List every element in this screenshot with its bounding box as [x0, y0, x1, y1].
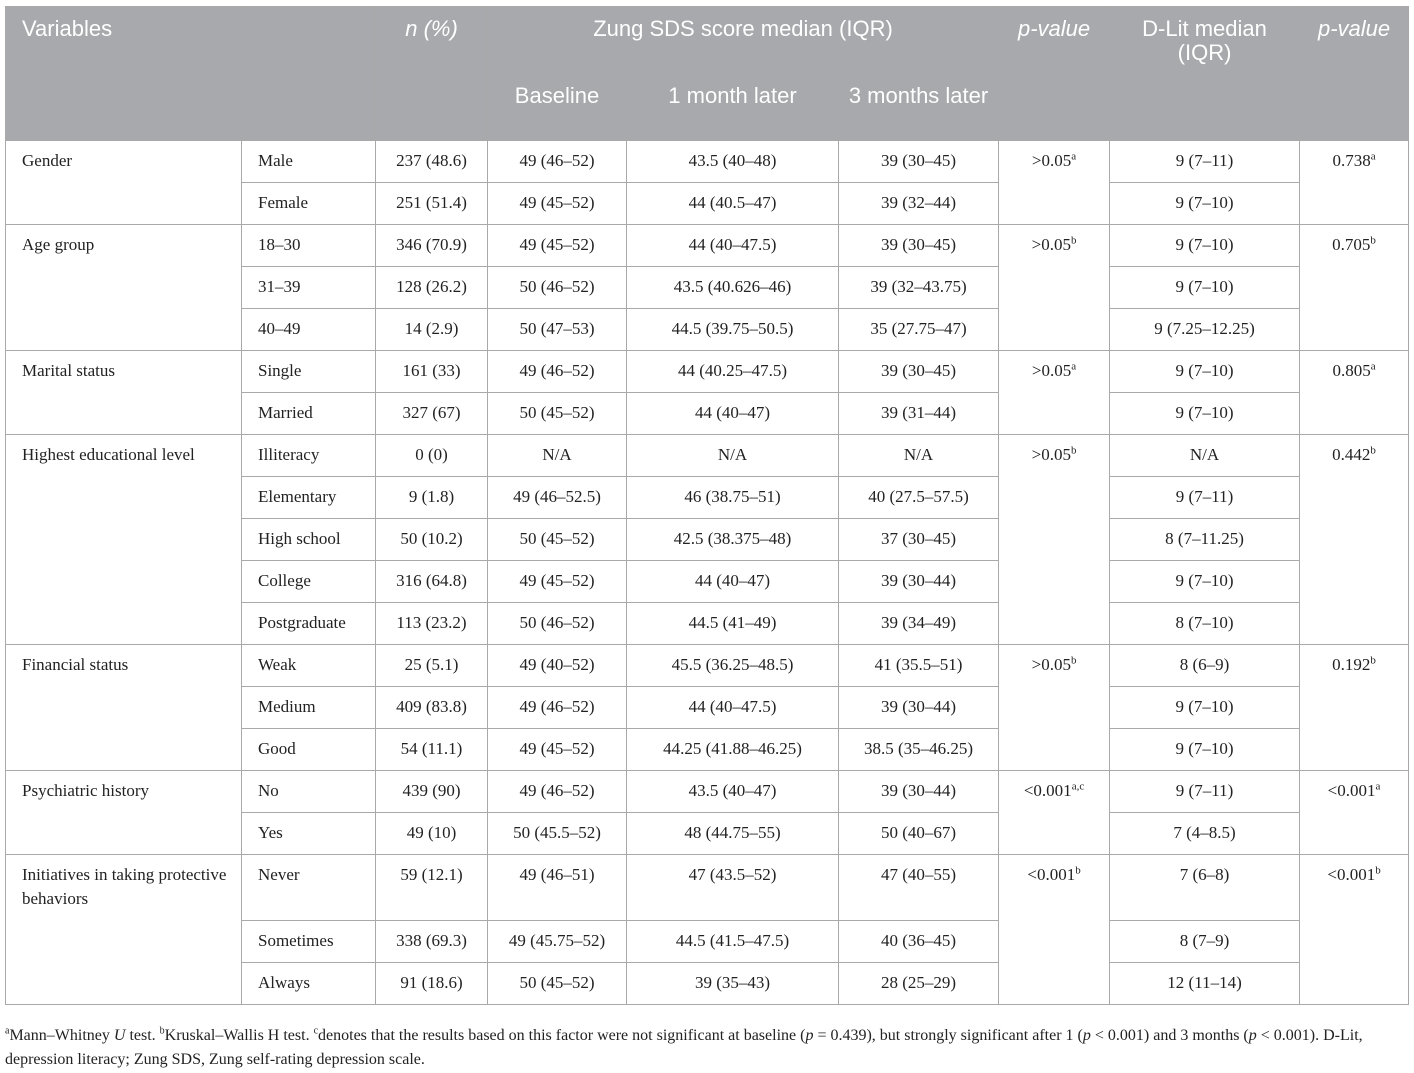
month1-cell: 45.5 (36.25–48.5): [627, 645, 839, 687]
baseline-cell: 49 (46–52): [488, 141, 627, 183]
category-cell: 31–39: [242, 267, 376, 309]
variable-cell: Age group: [6, 225, 242, 351]
n-pct-cell: 128 (26.2): [376, 267, 488, 309]
baseline-cell: 49 (45–52): [488, 183, 627, 225]
dlit-cell: 7 (6–8): [1110, 855, 1300, 921]
header-n-pct: n (%): [376, 7, 488, 141]
category-cell: Female: [242, 183, 376, 225]
header-pvalue-2: p-value: [1300, 7, 1409, 141]
header-baseline: Baseline: [488, 74, 627, 141]
category-cell: Medium: [242, 687, 376, 729]
month1-cell: 44.5 (41–49): [627, 603, 839, 645]
baseline-cell: 50 (45–52): [488, 519, 627, 561]
zung-pvalue-cell: >0.05$^b$: [999, 435, 1110, 645]
month3-cell: 40 (27.5–57.5): [839, 477, 999, 519]
month3-cell: 39 (30–44): [839, 561, 999, 603]
month1-cell: N/A: [627, 435, 839, 477]
dlit-cell: 9 (7–11): [1110, 141, 1300, 183]
n-pct-cell: 316 (64.8): [376, 561, 488, 603]
n-pct-cell: 237 (48.6): [376, 141, 488, 183]
n-pct-cell: 327 (67): [376, 393, 488, 435]
dlit-cell: 9 (7–10): [1110, 729, 1300, 771]
dlit-cell: N/A: [1110, 435, 1300, 477]
n-pct-cell: 346 (70.9): [376, 225, 488, 267]
dlit-cell: 12 (11–14): [1110, 963, 1300, 1005]
month3-cell: 37 (30–45): [839, 519, 999, 561]
dlit-cell: 8 (6–9): [1110, 645, 1300, 687]
header-3-months: 3 months later: [839, 74, 999, 141]
variable-cell: Gender: [6, 141, 242, 225]
n-pct-cell: 251 (51.4): [376, 183, 488, 225]
category-cell: Single: [242, 351, 376, 393]
baseline-cell: 49 (46–52): [488, 351, 627, 393]
category-cell: Elementary: [242, 477, 376, 519]
month3-cell: 39 (34–49): [839, 603, 999, 645]
month1-cell: 47 (43.5–52): [627, 855, 839, 921]
baseline-cell: 50 (45.5–52): [488, 813, 627, 855]
month1-cell: 44 (40–47): [627, 561, 839, 603]
table-header: [6, 7, 1409, 141]
table-row: [6, 141, 1409, 183]
n-pct-cell: 49 (10): [376, 813, 488, 855]
n-pct-cell: 91 (18.6): [376, 963, 488, 1005]
category-cell: Yes: [242, 813, 376, 855]
baseline-cell: N/A: [488, 435, 627, 477]
dlit-cell: 9 (7–10): [1110, 687, 1300, 729]
baseline-cell: 50 (46–52): [488, 603, 627, 645]
month1-cell: 44 (40–47.5): [627, 687, 839, 729]
month3-cell: 39 (30–45): [839, 141, 999, 183]
month1-cell: 44 (40.5–47): [627, 183, 839, 225]
zung-pvalue-cell: $<0.001^{a,c}$: [999, 771, 1110, 855]
month3-cell: 39 (30–44): [839, 687, 999, 729]
header-1-month: 1 month later: [627, 74, 839, 141]
n-pct-cell: 50 (10.2): [376, 519, 488, 561]
month1-cell: 44 (40.25–47.5): [627, 351, 839, 393]
n-pct-cell: 409 (83.8): [376, 687, 488, 729]
dlit-cell: 9 (7–11): [1110, 477, 1300, 519]
n-pct-cell: 59 (12.1): [376, 855, 488, 921]
month3-cell: 35 (27.75–47): [839, 309, 999, 351]
variable-cell: Highest educational level: [6, 435, 242, 645]
month1-cell: 44.5 (41.5–47.5): [627, 921, 839, 963]
zung-pvalue-cell: >0.05$^b$: [999, 225, 1110, 351]
category-cell: Married: [242, 393, 376, 435]
category-cell: High school: [242, 519, 376, 561]
baseline-cell: 49 (45–52): [488, 729, 627, 771]
dlit-pvalue-cell: 0.442$^b$: [1300, 435, 1409, 645]
table-body: [6, 141, 1409, 1005]
dlit-cell: 9 (7–11): [1110, 771, 1300, 813]
month3-cell: 40 (36–45): [839, 921, 999, 963]
month3-cell: 39 (30–44): [839, 771, 999, 813]
category-cell: College: [242, 561, 376, 603]
n-pct-cell: 54 (11.1): [376, 729, 488, 771]
table-footnote: $^a$Mann–Whitney U test. $^b$Kruskal–Wallis H test. $^c$denotes that the results based on this factor were not significant at baseline (p = 0.439), but strongly significant after 1 (p < 0.001) and 3 months (p < 0.001). D-Lit, depression literacy; Zung SDS, Zung self-rating depression scale.: [5, 1025, 1363, 1068]
zung-pvalue-cell: >0.05$^a$: [999, 141, 1110, 225]
category-cell: Male: [242, 141, 376, 183]
month1-cell: 46 (38.75–51): [627, 477, 839, 519]
dlit-cell: 8 (7–9): [1110, 921, 1300, 963]
dlit-cell: 8 (7–11.25): [1110, 519, 1300, 561]
n-pct-cell: 25 (5.1): [376, 645, 488, 687]
n-pct-cell: 439 (90): [376, 771, 488, 813]
category-cell: Illiteracy: [242, 435, 376, 477]
month3-cell: 47 (40–55): [839, 855, 999, 921]
category-cell: Sometimes: [242, 921, 376, 963]
header-variables: Variables: [6, 7, 242, 141]
dlit-cell: 9 (7–10): [1110, 183, 1300, 225]
baseline-cell: 50 (47–53): [488, 309, 627, 351]
dlit-pvalue-cell: <0.001$^b$: [1300, 855, 1409, 1005]
dlit-cell: 9 (7–10): [1110, 561, 1300, 603]
category-cell: 40–49: [242, 309, 376, 351]
data-table: [5, 6, 1409, 1005]
variable-cell: Marital status: [6, 351, 242, 435]
dlit-cell: 8 (7–10): [1110, 603, 1300, 645]
header-dlit: D-Lit median (IQR): [1110, 7, 1300, 141]
baseline-cell: 50 (46–52): [488, 267, 627, 309]
category-cell: Always: [242, 963, 376, 1005]
table-row: [6, 225, 1409, 267]
category-cell: Never: [242, 855, 376, 921]
baseline-cell: 49 (46–51): [488, 855, 627, 921]
table-row: [6, 855, 1409, 921]
category-cell: Good: [242, 729, 376, 771]
zung-pvalue-cell: >0.05$^b$: [999, 645, 1110, 771]
category-cell: No: [242, 771, 376, 813]
table-row: [6, 771, 1409, 813]
month1-cell: 44 (40–47.5): [627, 225, 839, 267]
header-zung: Zung SDS score median (IQR): [488, 7, 999, 74]
baseline-cell: 50 (45–52): [488, 963, 627, 1005]
month1-cell: 48 (44.75–55): [627, 813, 839, 855]
n-pct-cell: 161 (33): [376, 351, 488, 393]
zung-pvalue-cell: >0.05$^a$: [999, 351, 1110, 435]
baseline-cell: 49 (46–52.5): [488, 477, 627, 519]
n-pct-cell: 113 (23.2): [376, 603, 488, 645]
n-pct-cell: 9 (1.8): [376, 477, 488, 519]
dlit-pvalue-cell: 0.805$^a$: [1300, 351, 1409, 435]
dlit-cell: 9 (7–10): [1110, 351, 1300, 393]
month3-cell: 38.5 (35–46.25): [839, 729, 999, 771]
zung-pvalue-cell: <0.001$^b$: [999, 855, 1110, 1005]
n-pct-cell: 14 (2.9): [376, 309, 488, 351]
dlit-cell: 9 (7–10): [1110, 267, 1300, 309]
dlit-cell: 9 (7–10): [1110, 225, 1300, 267]
baseline-cell: 49 (45–52): [488, 225, 627, 267]
table-row: [6, 351, 1409, 393]
dlit-pvalue-cell: 0.705$^b$: [1300, 225, 1409, 351]
month1-cell: 42.5 (38.375–48): [627, 519, 839, 561]
month1-cell: 43.5 (40–48): [627, 141, 839, 183]
category-cell: Postgraduate: [242, 603, 376, 645]
month1-cell: 44 (40–47): [627, 393, 839, 435]
month3-cell: 39 (30–45): [839, 351, 999, 393]
baseline-cell: 49 (40–52): [488, 645, 627, 687]
dlit-cell: 7 (4–8.5): [1110, 813, 1300, 855]
n-pct-cell: 338 (69.3): [376, 921, 488, 963]
month3-cell: 39 (32–43.75): [839, 267, 999, 309]
header-category: [242, 7, 376, 141]
baseline-cell: 49 (45–52): [488, 561, 627, 603]
month1-cell: 39 (35–43): [627, 963, 839, 1005]
month3-cell: 39 (30–45): [839, 225, 999, 267]
variable-cell: Psychiatric history: [6, 771, 242, 855]
baseline-cell: 49 (46–52): [488, 771, 627, 813]
dlit-cell: 9 (7.25–12.25): [1110, 309, 1300, 351]
month1-cell: 43.5 (40–47): [627, 771, 839, 813]
baseline-cell: 49 (46–52): [488, 687, 627, 729]
dlit-pvalue-cell: 0.192$^b$: [1300, 645, 1409, 771]
n-pct-cell: 0 (0): [376, 435, 488, 477]
variable-cell: Initiatives in taking protective behaviors: [6, 855, 242, 1005]
table-row: [6, 435, 1409, 477]
month1-cell: 44.25 (41.88–46.25): [627, 729, 839, 771]
variable-cell: Financial status: [6, 645, 242, 771]
month1-cell: 44.5 (39.75–50.5): [627, 309, 839, 351]
dlit-pvalue-cell: <0.001$^a$: [1300, 771, 1409, 855]
header-pvalue-1: p-value: [999, 7, 1110, 141]
month3-cell: 39 (32–44): [839, 183, 999, 225]
dlit-pvalue-cell: 0.738$^a$: [1300, 141, 1409, 225]
dlit-cell: 9 (7–10): [1110, 393, 1300, 435]
month3-cell: 39 (31–44): [839, 393, 999, 435]
month3-cell: 41 (35.5–51): [839, 645, 999, 687]
month3-cell: 28 (25–29): [839, 963, 999, 1005]
month1-cell: 43.5 (40.626–46): [627, 267, 839, 309]
table-row: [6, 645, 1409, 687]
baseline-cell: 50 (45–52): [488, 393, 627, 435]
month3-cell: 50 (40–67): [839, 813, 999, 855]
month3-cell: N/A: [839, 435, 999, 477]
baseline-cell: 49 (45.75–52): [488, 921, 627, 963]
category-cell: 18–30: [242, 225, 376, 267]
category-cell: Weak: [242, 645, 376, 687]
